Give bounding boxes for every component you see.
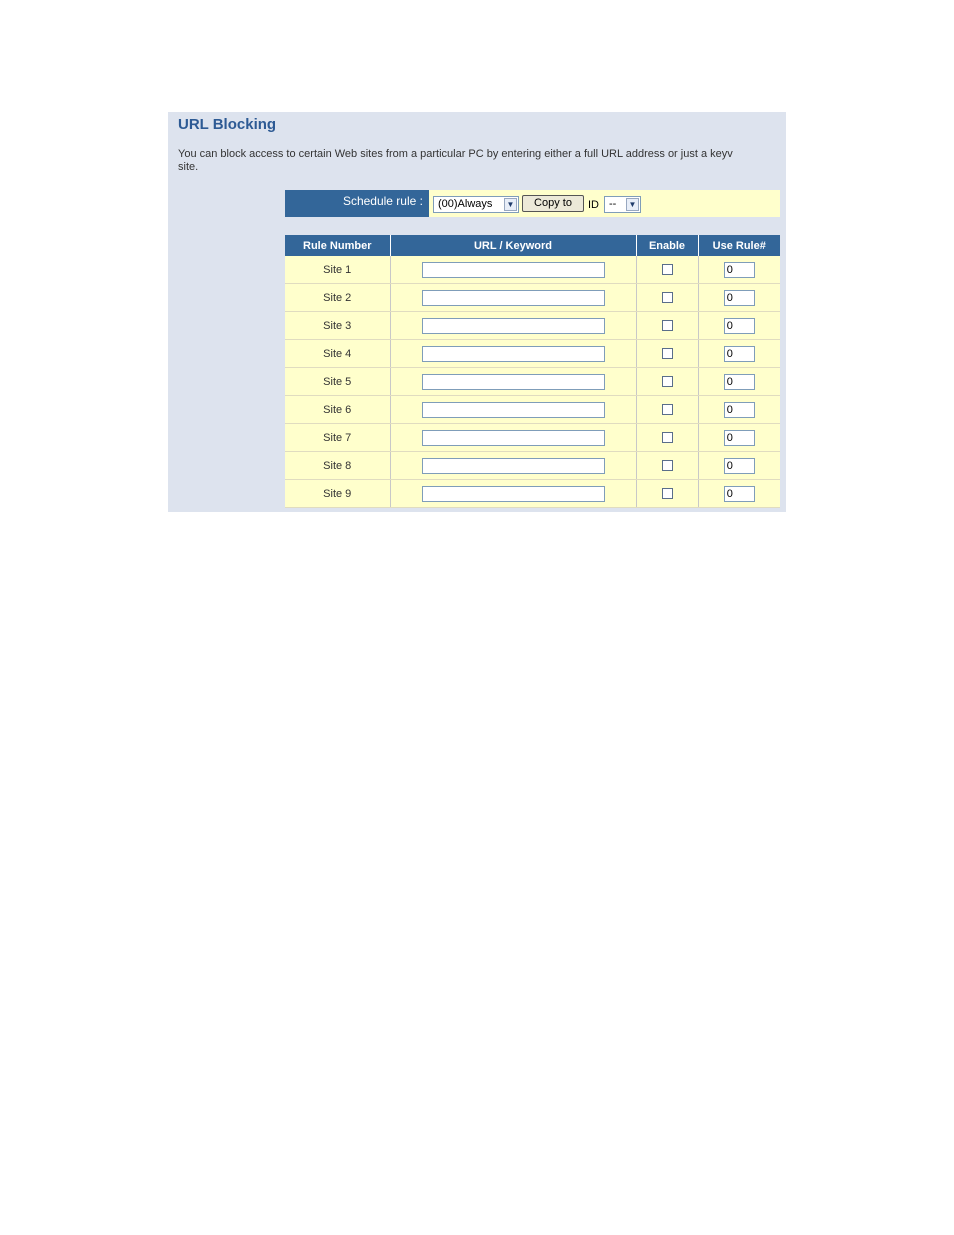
schedule-rule-label: Schedule rule : [285,190,429,217]
table-row [285,284,780,312]
header-url-keyword: URL / Keyword [390,235,636,256]
schedule-bar [285,190,780,217]
url-keyword-input[interactable] [422,458,605,474]
page-title: URL Blocking [178,116,277,133]
chevron-down-icon[interactable]: ▼ [626,198,639,211]
url-cell [390,312,636,340]
enable-cell [636,256,698,284]
url-keyword-input[interactable] [422,486,605,502]
site-label: Site 9 [285,480,390,508]
table-row [285,452,780,480]
rule-cell [698,368,780,396]
url-cell [390,480,636,508]
id-select-value: -- [609,198,617,210]
table-row [285,340,780,368]
enable-cell [636,284,698,312]
use-rule-input[interactable] [724,262,755,278]
header-use-rule: Use Rule# [698,235,780,256]
url-keyword-input[interactable] [422,318,605,334]
rule-cell [698,312,780,340]
site-label: Site 1 [285,256,390,284]
enable-cell [636,480,698,508]
use-rule-input[interactable] [724,458,755,474]
rule-cell [698,424,780,452]
use-rule-input[interactable] [724,430,755,446]
enable-cell [636,340,698,368]
url-cell [390,368,636,396]
table-row [285,312,780,340]
table-row [285,424,780,452]
table-row [285,396,780,424]
copy-to-button[interactable]: Copy to [522,195,584,212]
use-rule-input[interactable] [724,346,755,362]
rule-cell [698,284,780,312]
table-header-row [285,235,780,256]
rule-cell [698,340,780,368]
url-keyword-input[interactable] [422,346,605,362]
url-keyword-input[interactable] [422,290,605,306]
use-rule-input[interactable] [724,402,755,418]
enable-cell [636,396,698,424]
url-cell [390,396,636,424]
id-select[interactable] [604,196,641,213]
use-rule-input[interactable] [724,486,755,502]
url-rules-table [285,235,780,508]
id-label: ID [588,199,599,211]
url-cell [390,452,636,480]
schedule-rule-select[interactable] [433,196,519,213]
enable-checkbox[interactable] [662,460,673,471]
url-cell [390,424,636,452]
rule-cell [698,396,780,424]
url-keyword-input[interactable] [422,430,605,446]
enable-cell [636,452,698,480]
use-rule-input[interactable] [724,374,755,390]
enable-cell [636,424,698,452]
url-keyword-input[interactable] [422,262,605,278]
site-label: Site 3 [285,312,390,340]
enable-checkbox[interactable] [662,404,673,415]
table-row [285,368,780,396]
url-keyword-input[interactable] [422,374,605,390]
description-line-1: You can block access to certain Web sites from a particular PC by entering either a full URL address or just a keyv [178,148,733,160]
site-label: Site 6 [285,396,390,424]
header-enable: Enable [636,235,698,256]
chevron-down-icon[interactable]: ▼ [504,198,517,211]
rule-cell [698,480,780,508]
enable-checkbox[interactable] [662,320,673,331]
use-rule-input[interactable] [724,290,755,306]
description-line-2: site. [178,161,199,173]
schedule-rule-value: (00)Always [438,198,493,210]
url-cell [390,284,636,312]
url-cell [390,340,636,368]
url-keyword-input[interactable] [422,402,605,418]
enable-checkbox[interactable] [662,348,673,359]
use-rule-input[interactable] [724,318,755,334]
page-description [178,148,786,174]
url-cell [390,256,636,284]
site-label: Site 2 [285,284,390,312]
site-label: Site 8 [285,452,390,480]
enable-checkbox[interactable] [662,292,673,303]
enable-cell [636,312,698,340]
enable-checkbox[interactable] [662,432,673,443]
site-label: Site 5 [285,368,390,396]
enable-cell [636,368,698,396]
site-label: Site 7 [285,424,390,452]
url-blocking-panel [168,112,786,512]
site-label: Site 4 [285,340,390,368]
enable-checkbox[interactable] [662,376,673,387]
rule-cell [698,256,780,284]
table-row [285,480,780,508]
header-rule-number: Rule Number [285,235,390,256]
table-row [285,256,780,284]
rule-cell [698,452,780,480]
enable-checkbox[interactable] [662,264,673,275]
enable-checkbox[interactable] [662,488,673,499]
